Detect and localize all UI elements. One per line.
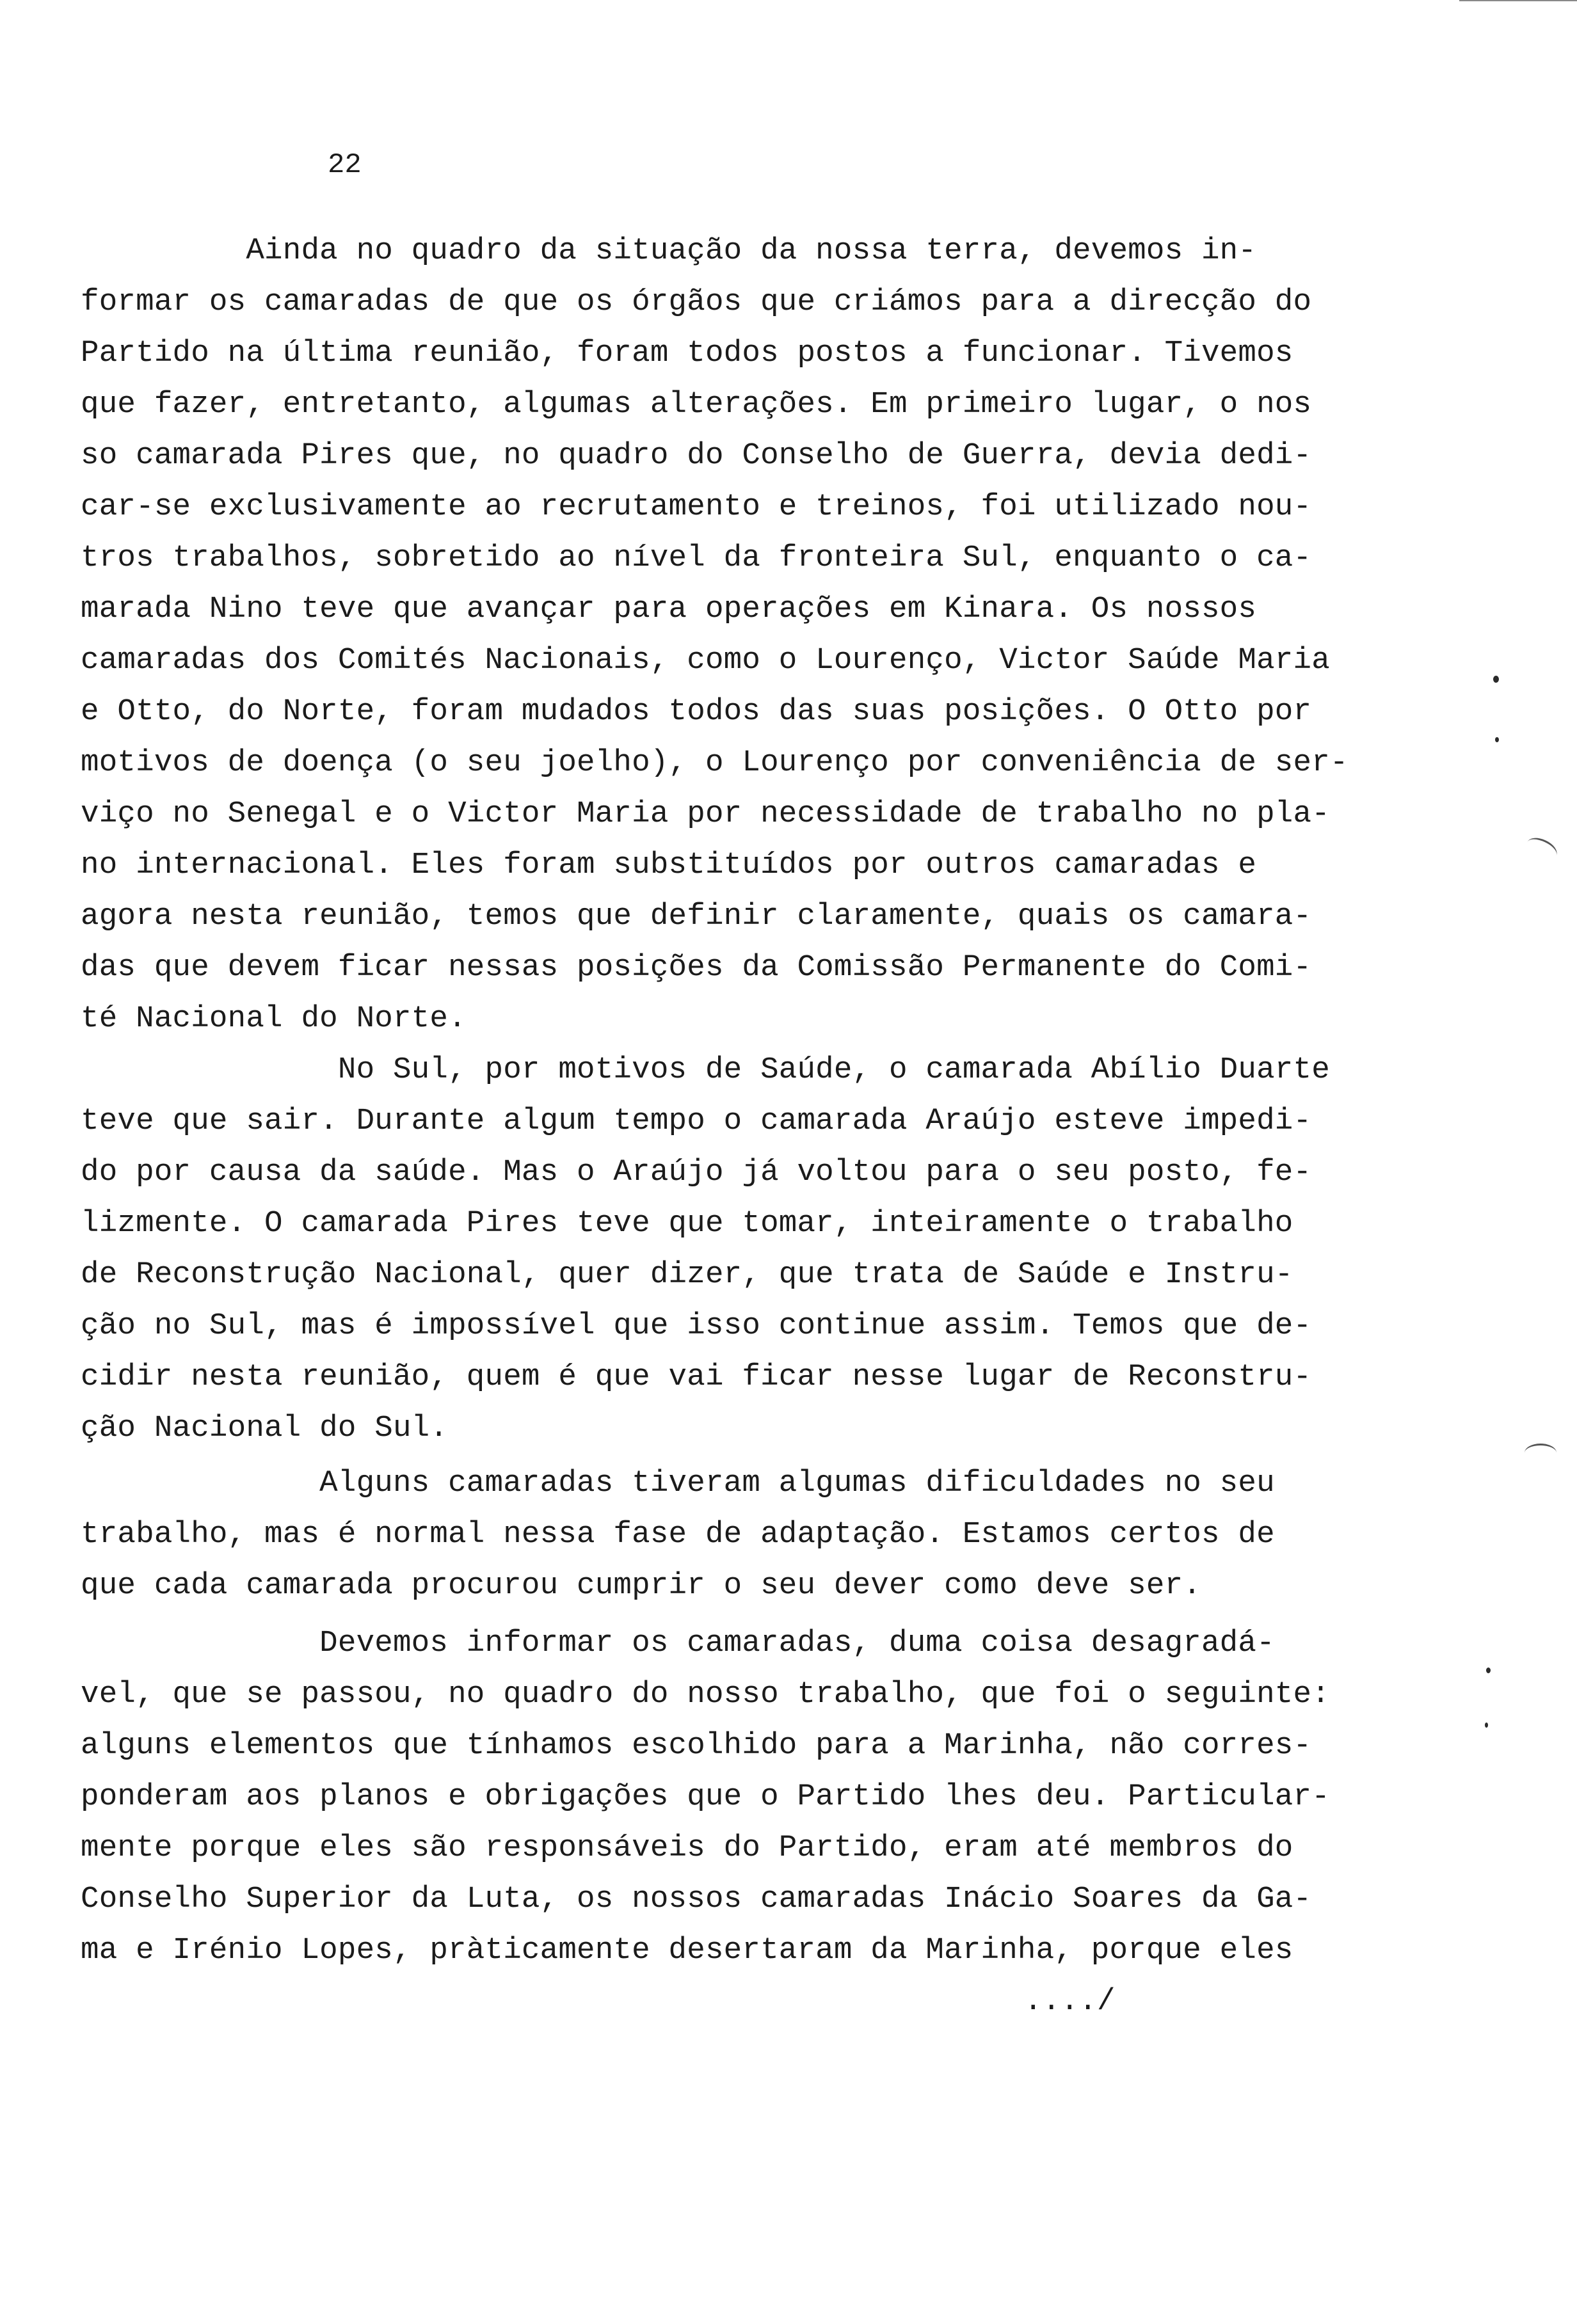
scan-arc-mark [1525,1444,1557,1462]
text-line: té Nacional do Norte. [81,1001,467,1036]
text-line: ponderam aos planos e obrigações que o Partido lhes deu. Particular- [81,1779,1330,1814]
text-line: Devemos informar os camaradas, duma coisa desagradá- [81,1626,1275,1660]
text-line: vel, que se passou, no quadro do nosso trabalho, que foi o seguinte: [81,1677,1330,1712]
text-line: car-se exclusivamente ao recrutamento e treinos, foi utilizado nou- [81,489,1312,524]
text-line: marada Nino teve que avançar para operações em Kinara. Os nossos [81,592,1257,626]
text-line: agora nesta reunião, temos que definir claramente, quais os camara- [81,899,1312,934]
text-line: e Otto, do Norte, foram mudados todos das suas posições. O Otto por [81,694,1312,729]
scan-arc-mark [1523,834,1560,864]
scan-edge-line [1459,0,1577,1]
text-line: mente porque eles são responsáveis do Partido, eram até membros do [81,1831,1293,1865]
text-line: que cada camarada procurou cumprir o seu dever como deve ser. [81,1568,1201,1603]
text-line: camaradas dos Comités Nacionais, como o Lourenço, Victor Saúde Maria [81,643,1330,678]
continuation-mark: ..../ [1024,1984,1116,2019]
text-line: cidir nesta reunião, quem é que vai ficar nesse lugar de Reconstru- [81,1360,1312,1394]
text-line: teve que sair. Durante algum tempo o camarada Araújo esteve impedi- [81,1104,1312,1138]
text-line: que fazer, entretanto, algumas alterações. Em primeiro lugar, o nos [81,387,1312,422]
text-line: do por causa da saúde. Mas o Araújo já voltou para o seu posto, fe- [81,1155,1312,1190]
text-line: ção Nacional do Sul. [81,1411,449,1445]
text-line: Ainda no quadro da situação da nossa terra, devemos in- [81,234,1257,268]
text-line: trabalho, mas é normal nessa fase de adaptação. Estamos certos de [81,1517,1275,1552]
text-line: Conselho Superior da Luta, os nossos camaradas Inácio Soares da Ga- [81,1882,1312,1916]
page-number: 22 [328,149,362,181]
text-line: tros trabalhos, sobretido ao nível da fronteira Sul, enquanto o ca- [81,541,1312,575]
text-line: das que devem ficar nessas posições da Comissão Permanente do Comi- [81,950,1312,985]
scan-speck [1495,737,1499,742]
text-line: viço no Senegal e o Victor Maria por necessidade de trabalho no pla- [81,797,1330,831]
text-line: de Reconstrução Nacional, quer dizer, que trata de Saúde e Instru- [81,1257,1293,1292]
text-line: formar os camaradas de que os órgãos que criámos para a direcção do [81,285,1312,319]
text-line: No Sul, por motivos de Saúde, o camarada Abílio Duarte [81,1053,1330,1087]
text-line: alguns elementos que tínhamos escolhido para a Marinha, não corres- [81,1728,1312,1763]
text-line: lizmente. O camarada Pires teve que tomar, inteiramente o trabalho [81,1206,1293,1241]
scan-speck [1485,1723,1488,1728]
text-line: motivos de doença (o seu joelho), o Lourenço por conveniência de ser- [81,745,1349,780]
scan-speck [1486,1667,1491,1673]
scan-speck [1493,676,1499,683]
text-line: Alguns camaradas tiveram algumas dificuldades no seu [81,1466,1275,1500]
text-line: Partido na última reunião, foram todos postos a funcionar. Tivemos [81,336,1293,370]
text-line: so camarada Pires que, no quadro do Conselho de Guerra, devia dedi- [81,438,1312,473]
text-line: no internacional. Eles foram substituídos por outros camaradas e [81,848,1257,882]
text-line: ma e Irénio Lopes, pràticamente desertaram da Marinha, porque eles [81,1933,1293,1968]
text-line: ção no Sul, mas é impossível que isso continue assim. Temos que de- [81,1309,1312,1343]
